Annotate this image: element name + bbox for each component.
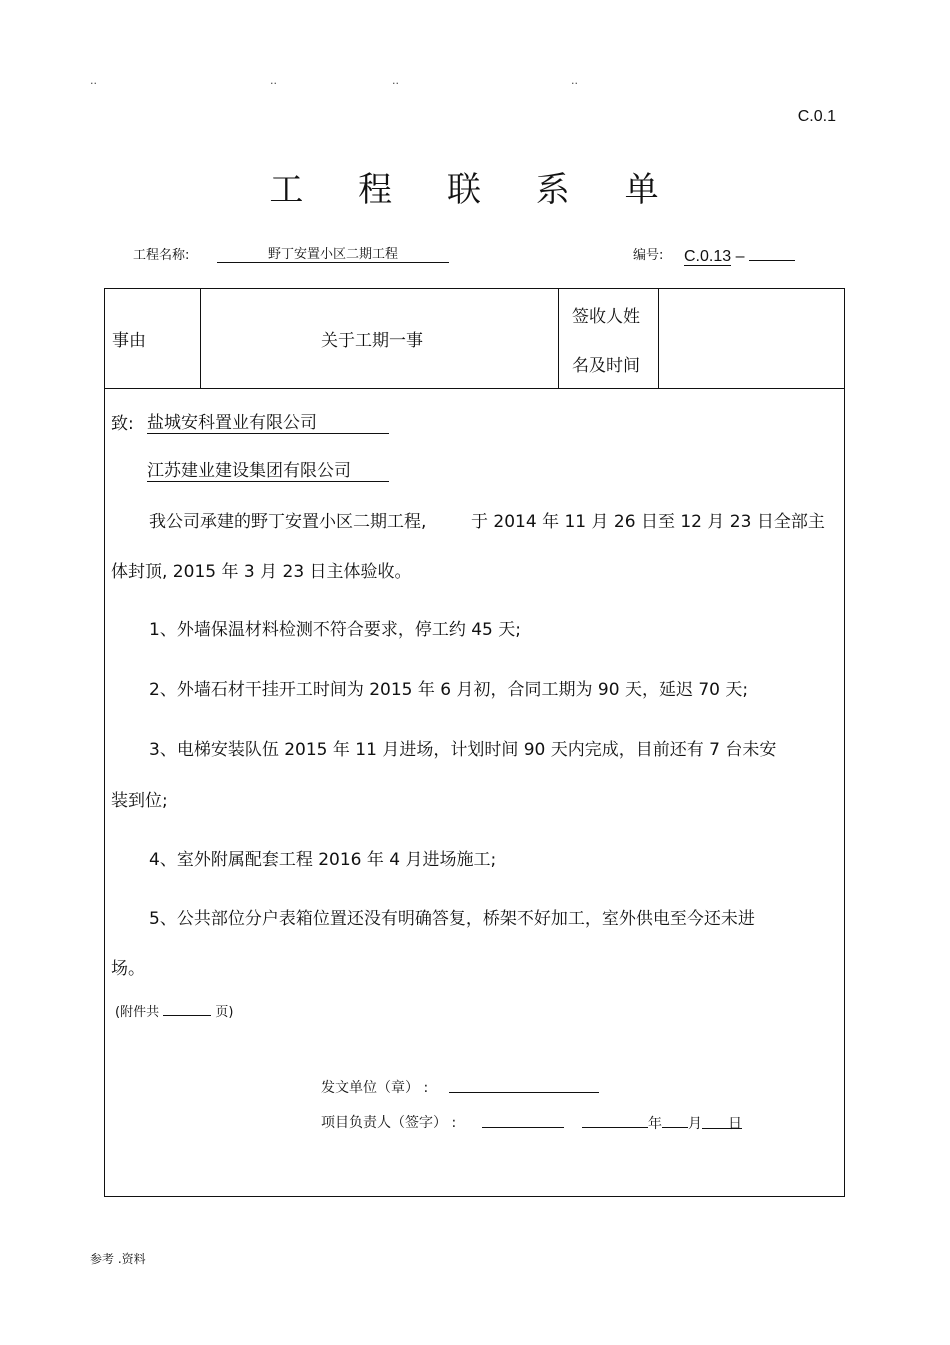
project-label: 工程名称: — [133, 248, 190, 263]
contact-form-table — [104, 288, 845, 1197]
item-1: 1、外墙保温材料检测不符合要求，停工约 45 天; — [149, 620, 521, 640]
header-dot-3: .. — [392, 74, 399, 87]
attachment-suffix: 页) — [215, 1005, 234, 1020]
number-value: C.0.13 — [684, 248, 732, 265]
form-code: C.0.1 — [797, 108, 836, 125]
month-label: 月 — [688, 1116, 702, 1132]
number-dash: – — [735, 248, 745, 265]
paragraph-1a: 我公司承建的野丁安置小区二期工程, — [149, 512, 427, 532]
paragraph-1c: 体封顶, 2015 年 3 月 23 日主体验收。 — [111, 562, 412, 582]
item-3a: 3、电梯安装队伍 2015 年 11 月进场，计划时间 90 天内完成，目前还有 7 台未安 — [149, 740, 777, 760]
number-suffix-blank[interactable] — [749, 242, 795, 261]
signer-label-line1: 签收人姓 — [572, 307, 640, 327]
header-dot-2: .. — [270, 74, 277, 87]
year-blank[interactable] — [582, 1112, 648, 1128]
header-dot-1: .. — [90, 74, 97, 87]
footer-note: 参考 .资料 — [90, 1252, 146, 1266]
page-title: 工 程 联 系 单 — [269, 170, 681, 210]
item-5a: 5、公共部位分户表箱位置还没有明确答复，桥架不好加工，室外供电至今还未进 — [149, 909, 755, 929]
paragraph-1b: 于 2014 年 11 月 26 日至 12 月 23 日全部主 — [471, 512, 825, 532]
attachment-count-blank[interactable] — [163, 1001, 211, 1016]
project-name: 野丁安置小区二期工程 — [217, 243, 449, 263]
item-5b: 场。 — [111, 959, 145, 979]
subject-label: 事由 — [112, 331, 146, 351]
item-2: 2、外墙石材干挂开工时间为 2015 年 6 月初，合同工期为 90 天，延迟 70 天; — [149, 680, 749, 700]
month-blank[interactable] — [662, 1112, 688, 1128]
signer-label-line2: 名及时间 — [572, 356, 640, 376]
year-label: 年 — [648, 1116, 662, 1132]
issuer-label: 发文单位（章） : — [321, 1080, 429, 1096]
day-label: 日 — [702, 1113, 742, 1129]
issuer-seal-blank[interactable] — [449, 1077, 599, 1093]
recipient-1: 盐城安科置业有限公司 — [147, 408, 389, 434]
attachment-prefix: (附件共 — [115, 1005, 160, 1020]
item-3b: 装到位; — [111, 791, 168, 811]
header-dot-4: .. — [571, 74, 578, 87]
recipient-2: 江苏建业建设集团有限公司 — [147, 456, 389, 482]
manager-signature-blank[interactable] — [482, 1112, 564, 1128]
item-4: 4、室外附属配套工程 2016 年 4 月进场施工; — [149, 850, 497, 870]
to-label: 致: — [111, 414, 134, 434]
manager-label: 项目负责人（签字） : — [321, 1115, 457, 1131]
number-label: 编号: — [633, 248, 664, 263]
subject-value: 关于工期一事 — [321, 331, 423, 351]
